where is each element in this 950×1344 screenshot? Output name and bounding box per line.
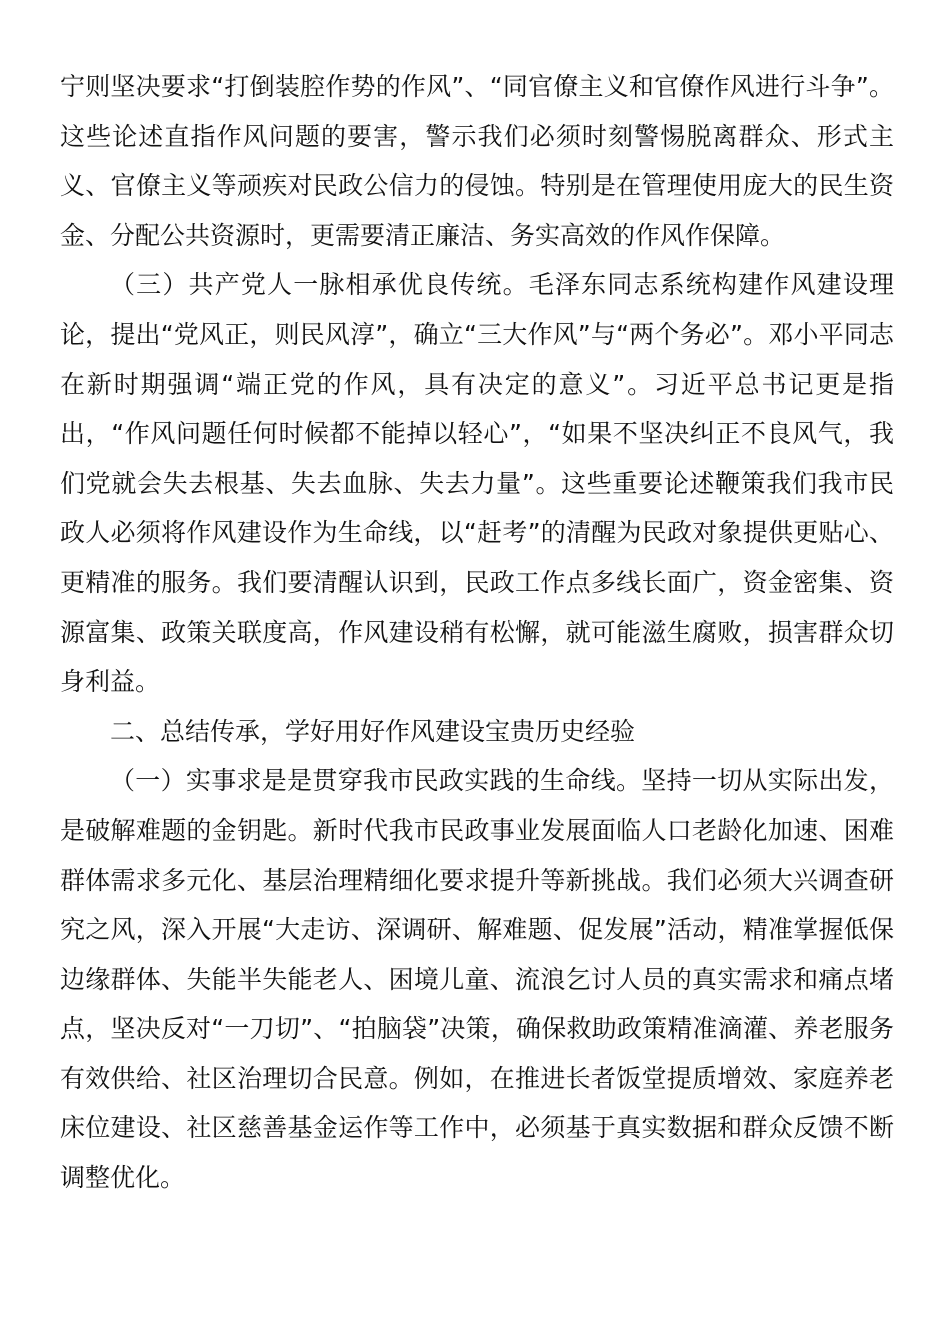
document-page	[60, 62, 894, 1203]
paragraph-subsection-one: （一）实事求是是贯穿我市民政实践的生命线。坚持一切从实际出发，是破解难题的金钥匙。新时代我市民政事业发展面临人口老龄化加速、困难群体需求多元化、基层治理精细化要求提升等新挑战。我们必须大兴调查研究之风，深入开展“大走访、深调研、解难题、促发展”活动，精准掌握低保边缘群体、失能半失能老人、困境儿童、流浪乞讨人员的真实需求和痛点堵点，坚决反对“一刀切”、“拍脑袋”决策，确保救助政策精准滴灌、养老服务有效供给、社区治理切合民意。例如，在推进长者饭堂提质增效、家庭养老床位建设、社区慈善基金运作等工作中，必须基于真实数据和群众反馈不断调整优化。	[60, 766, 894, 1193]
section-heading-two: 二、总结传承，学好用好作风建设宝贵历史经验	[110, 716, 636, 746]
paragraph-section-three: （三）共产党人一脉相承优良传统。毛泽东同志系统构建作风建设理论，提出“党风正，则民风淳”，确立“三大作风”与“两个务必”。邓小平同志在新时期强调“端正党的作风，具有决定的意义”。习近平总书记更是指出，“作风问题任何时候都不能掉以轻心”，“如果不坚决纠正不良风气，我们党就会失去根基、失去血脉、失去力量”。这些重要论述鞭策我们我市民政人必须将作风建设作为生命线，以“赶考”的清醒为民政对象提供更贴心、更精准的服务。我们要清醒认识到，民政工作点多线长面广，资金密集、资源富集、政策关联度高，作风建设稍有松懈，就可能滋生腐败，损害群众切身利益。	[60, 270, 894, 697]
paragraph-continuation: 宁则坚决要求“打倒装腔作势的作风”、“同官僚主义和官僚作风进行斗争”。这些论述直指作风问题的要害，警示我们必须时刻警惕脱离群众、形式主义、官僚主义等顽疾对民政公信力的侵蚀。特别是在管理使用庞大的民生资金、分配公共资源时，更需要清正廉洁、务实高效的作风作保障。	[60, 72, 894, 250]
